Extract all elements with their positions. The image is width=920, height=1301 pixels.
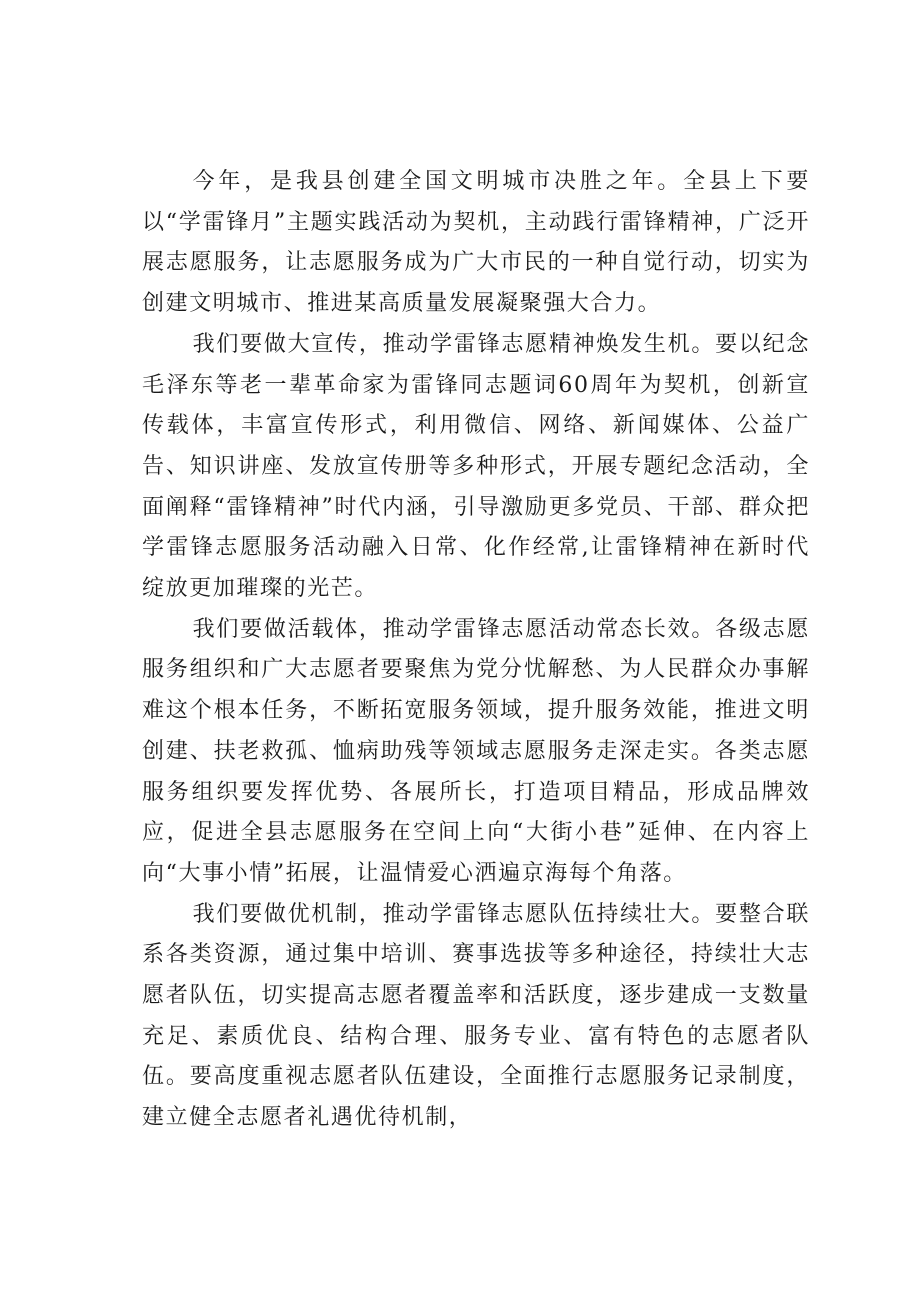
paragraph-1: 今年，是我县创建全国文明城市决胜之年。全县上下要以“学雷锋月”主题实践活动为契机，主动践行雷锋精神，广泛开展志愿服务，让志愿服务成为广大市民的一种自觉行动，切实为创建文明城市、推进某高质量发展凝聚强大合力。 bbox=[142, 169, 810, 317]
paragraph-4: 我们要做优机制，推动学雷锋志愿队伍持续壮大。要整合联系各类资源，通过集中培训、赛事选拔等多种途径，持续壮大志愿者队伍，切实提高志愿者覆盖率和活跃度，逐步建成一支数量充足、素质优良、结构合理、服务专业、富有特色的志愿者队伍。要高度重视志愿者队伍建设，全面推行志愿服务记录制度，建立健全志愿者礼遇优待机制， bbox=[142, 901, 810, 1131]
paragraph-2: 我们要做大宣传，推动学雷锋志愿精神焕发生机。要以纪念毛泽东等老一辈革命家为雷锋同志题词60周年为契机，创新宣传载体，丰富宣传形式，利用微信、网络、新闻媒体、公益广告、知识讲座、发放宣传册等多种形式，开展专题纪念活动，全面阐释“雷锋精神”时代内涵，引导激励更多党员、干部、群众把学雷锋志愿服务活动融入日常、化作经常,让雷锋精神在新时代绽放更加璀璨的光芒。 bbox=[142, 331, 810, 602]
paragraph-3: 我们要做活载体，推动学雷锋志愿活动常态长效。各级志愿服务组织和广大志愿者要聚焦为党分忧解愁、为人民群众办事解难这个根本任务，不断拓宽服务领域，提升服务效能，推进文明创建、扶老救孤、恤病助残等领域志愿服务走深走实。各类志愿服务组织要发挥优势、各展所长，打造项目精品，形成品牌效应，促进全县志愿服务在空间上向“大街小巷”延伸、在内容上向“大事小情”拓展，让温情爱心洒遍京海每个角落。 bbox=[142, 616, 810, 886]
document-body bbox=[142, 162, 810, 1139]
